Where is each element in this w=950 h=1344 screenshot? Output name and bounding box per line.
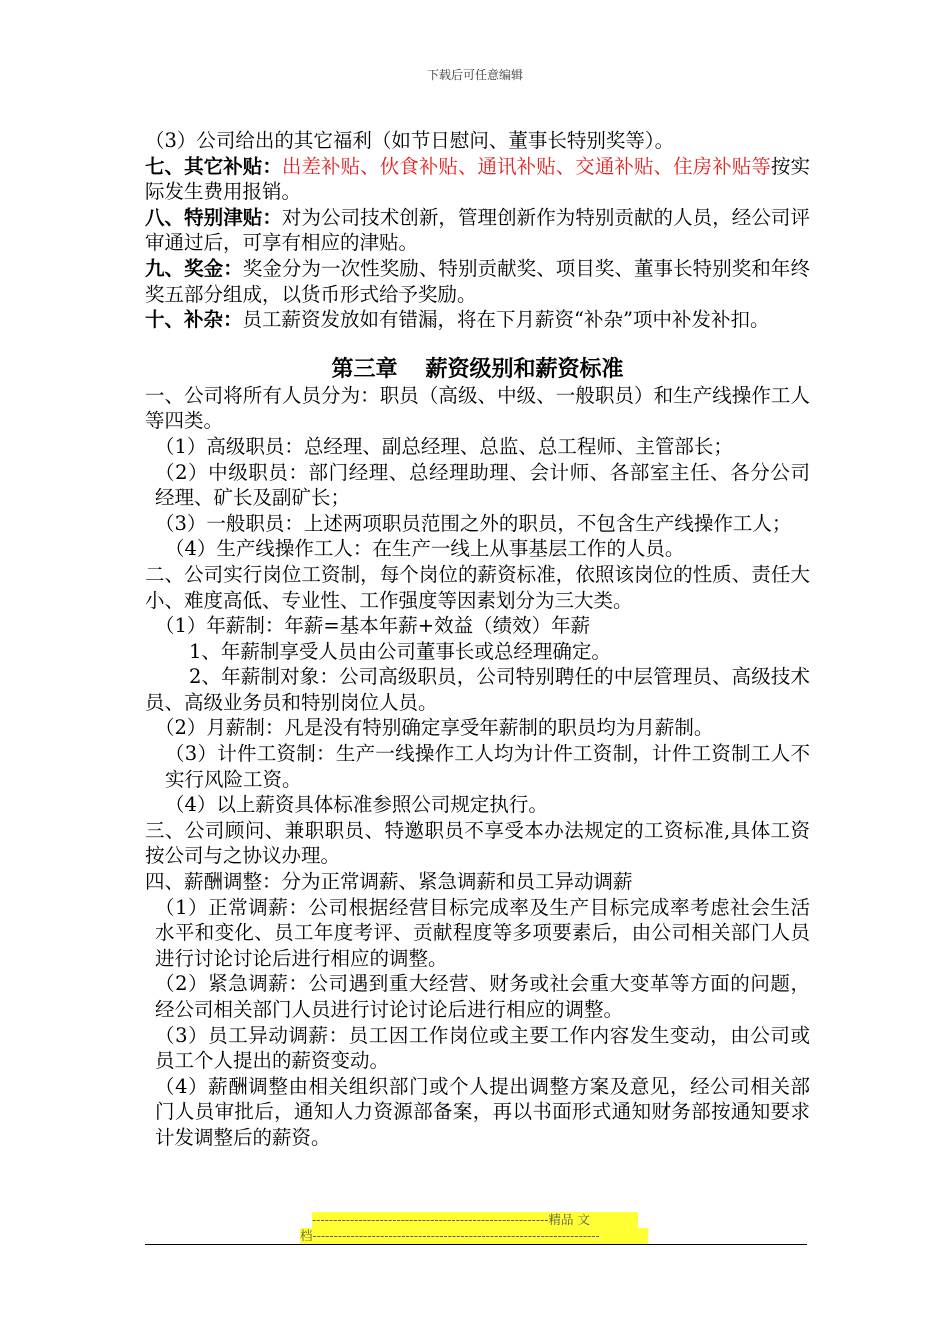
footer-watermark	[300, 1212, 650, 1244]
section-heading-7: 七、其它补贴：	[145, 154, 282, 178]
chapter-number: 第三章	[331, 355, 398, 382]
paragraph-general-staff: （3）一般职员：上述两项职员范围之外的职员，不包含生产线操作工人；	[155, 511, 792, 535]
section-heading-9: 九、奖金：	[145, 256, 243, 280]
allowance-list-highlight: 出差补贴、伙食补贴、通讯补贴、交通补贴、住房补贴等	[281, 154, 771, 178]
paragraph-annual-salary-2: 2、年薪制对象：公司高级职员，公司特别聘任的中层管理员、高级技术员、高级业务员和特别岗位人员。	[145, 665, 810, 714]
paragraph-text: 对为公司技术创新，管理创新作为特别贡献的人员，经公司评审通过后，可享有相应的津贴。	[145, 205, 810, 255]
paragraph-bonus	[145, 256, 810, 307]
paragraph-other-allowances	[145, 154, 810, 205]
footer-line-2: 档--------------------------------------------------------------------	[300, 1228, 648, 1244]
paragraph-transfer-raise: （3）员工异动调薪：员工因工作岗位或主要工作内容发生变动，由公司或员工个人提出的薪资变动。	[155, 1023, 810, 1073]
paragraph-urgent-raise: （2）紧急调薪：公司遇到重大经营、财务或社会重大变革等方面的问题，经公司相关部门人员进行讨论讨论后进行相应的调整。	[155, 972, 810, 1021]
paragraph-text: 按实际发生费用报销。	[145, 154, 810, 204]
paragraph-benefits-3: （3）公司给出的其它福利（如节日慰问、董事长特别奖等）。	[145, 129, 675, 152]
paragraph-special-allowance	[145, 205, 810, 256]
header-note: 下载后可任意编辑	[426, 68, 523, 82]
paragraph-text: 奖金分为一次性奖励、特别贡献奖、项目奖、董事长特别奖和年终奖五部分组成，以货币形式给予奖励。	[145, 256, 810, 306]
section-heading-10: 十、补杂：	[145, 308, 243, 332]
footer-line-1: --------------------------------------------------------精品 文	[312, 1212, 638, 1228]
paragraph-middle-staff: （2）中级职员：部门经理、总经理助理、会计师、各部室主任、各分公司经理、矿长及副矿长；	[155, 460, 810, 510]
paragraph-annual-salary-1: 1、年薪制享受人员由公司董事长或总经理确定。	[189, 639, 611, 663]
section-heading-8: 八、特别津贴：	[145, 205, 282, 229]
paragraph-salary-adjustment: 四、薪酬调整：分为正常调薪、紧急调薪和员工异动调薪	[145, 870, 633, 894]
paragraph-text: 员工薪资发放如有错漏，将在下月薪资“补杂”项中补发补扣。	[242, 308, 770, 332]
paragraph-consultants: 三、公司顾问、兼职职员、特邀职员不享受本办法规定的工资标准,具体工资按公司与之协议办理。	[145, 818, 810, 868]
paragraph-position-wage: 二、公司实行岗位工资制，每个岗位的薪资标准，依照该岗位的性质、责任大小、难度高低、专业性、工作强度等因素划分为三大类。	[145, 562, 810, 612]
chapter-title	[145, 355, 810, 383]
paragraph-normal-raise: （1）正常调薪：公司根据经营目标完成率及生产目标完成率考虑社会生活水平和变化、员工年度考评、贡献程度等多项要素后，由公司相关部门人员进行讨论讨论后进行相应的调整。	[155, 895, 810, 970]
paragraph-senior-staff: （1）高级职员：总经理、副总经理、总监、总工程师、主管部长；	[155, 434, 733, 458]
paragraph-adjustment	[145, 307, 810, 333]
paragraph-piece-rate: （3）计件工资制：生产一线操作工人均为计件工资制，计件工资制工人不实行风险工资。	[165, 742, 810, 791]
chapter-name: 薪资级别和薪资标准	[425, 355, 624, 382]
paragraph-adjustment-process: （4）薪酬调整由相关组织部门或个人提出调整方案及意见，经公司相关部门人员审批后，通知人力资源部备案，再以书面形式通知财务部按通知要求计发调整后的薪资。	[155, 1074, 810, 1149]
footer-divider	[145, 1244, 807, 1245]
paragraph-staff-categories: 一、公司将所有人员分为：职员（高级、中级、一般职员）和生产线操作工人等四类。	[145, 383, 810, 433]
document-body	[145, 128, 810, 1151]
paragraph-line-workers: （4）生产线操作工人：在生产一线上从事基层工作的人员。	[165, 537, 685, 561]
paragraph-standards-ref: （4）以上薪资具体标准参照公司规定执行。	[165, 793, 548, 817]
paragraph-annual-salary: （1）年薪制：年薪=基本年薪+效益（绩效）年薪	[155, 614, 591, 638]
paragraph-monthly-salary: （2）月薪制：凡是没有特别确定享受年薪制的职员均为月薪制。	[155, 716, 714, 740]
